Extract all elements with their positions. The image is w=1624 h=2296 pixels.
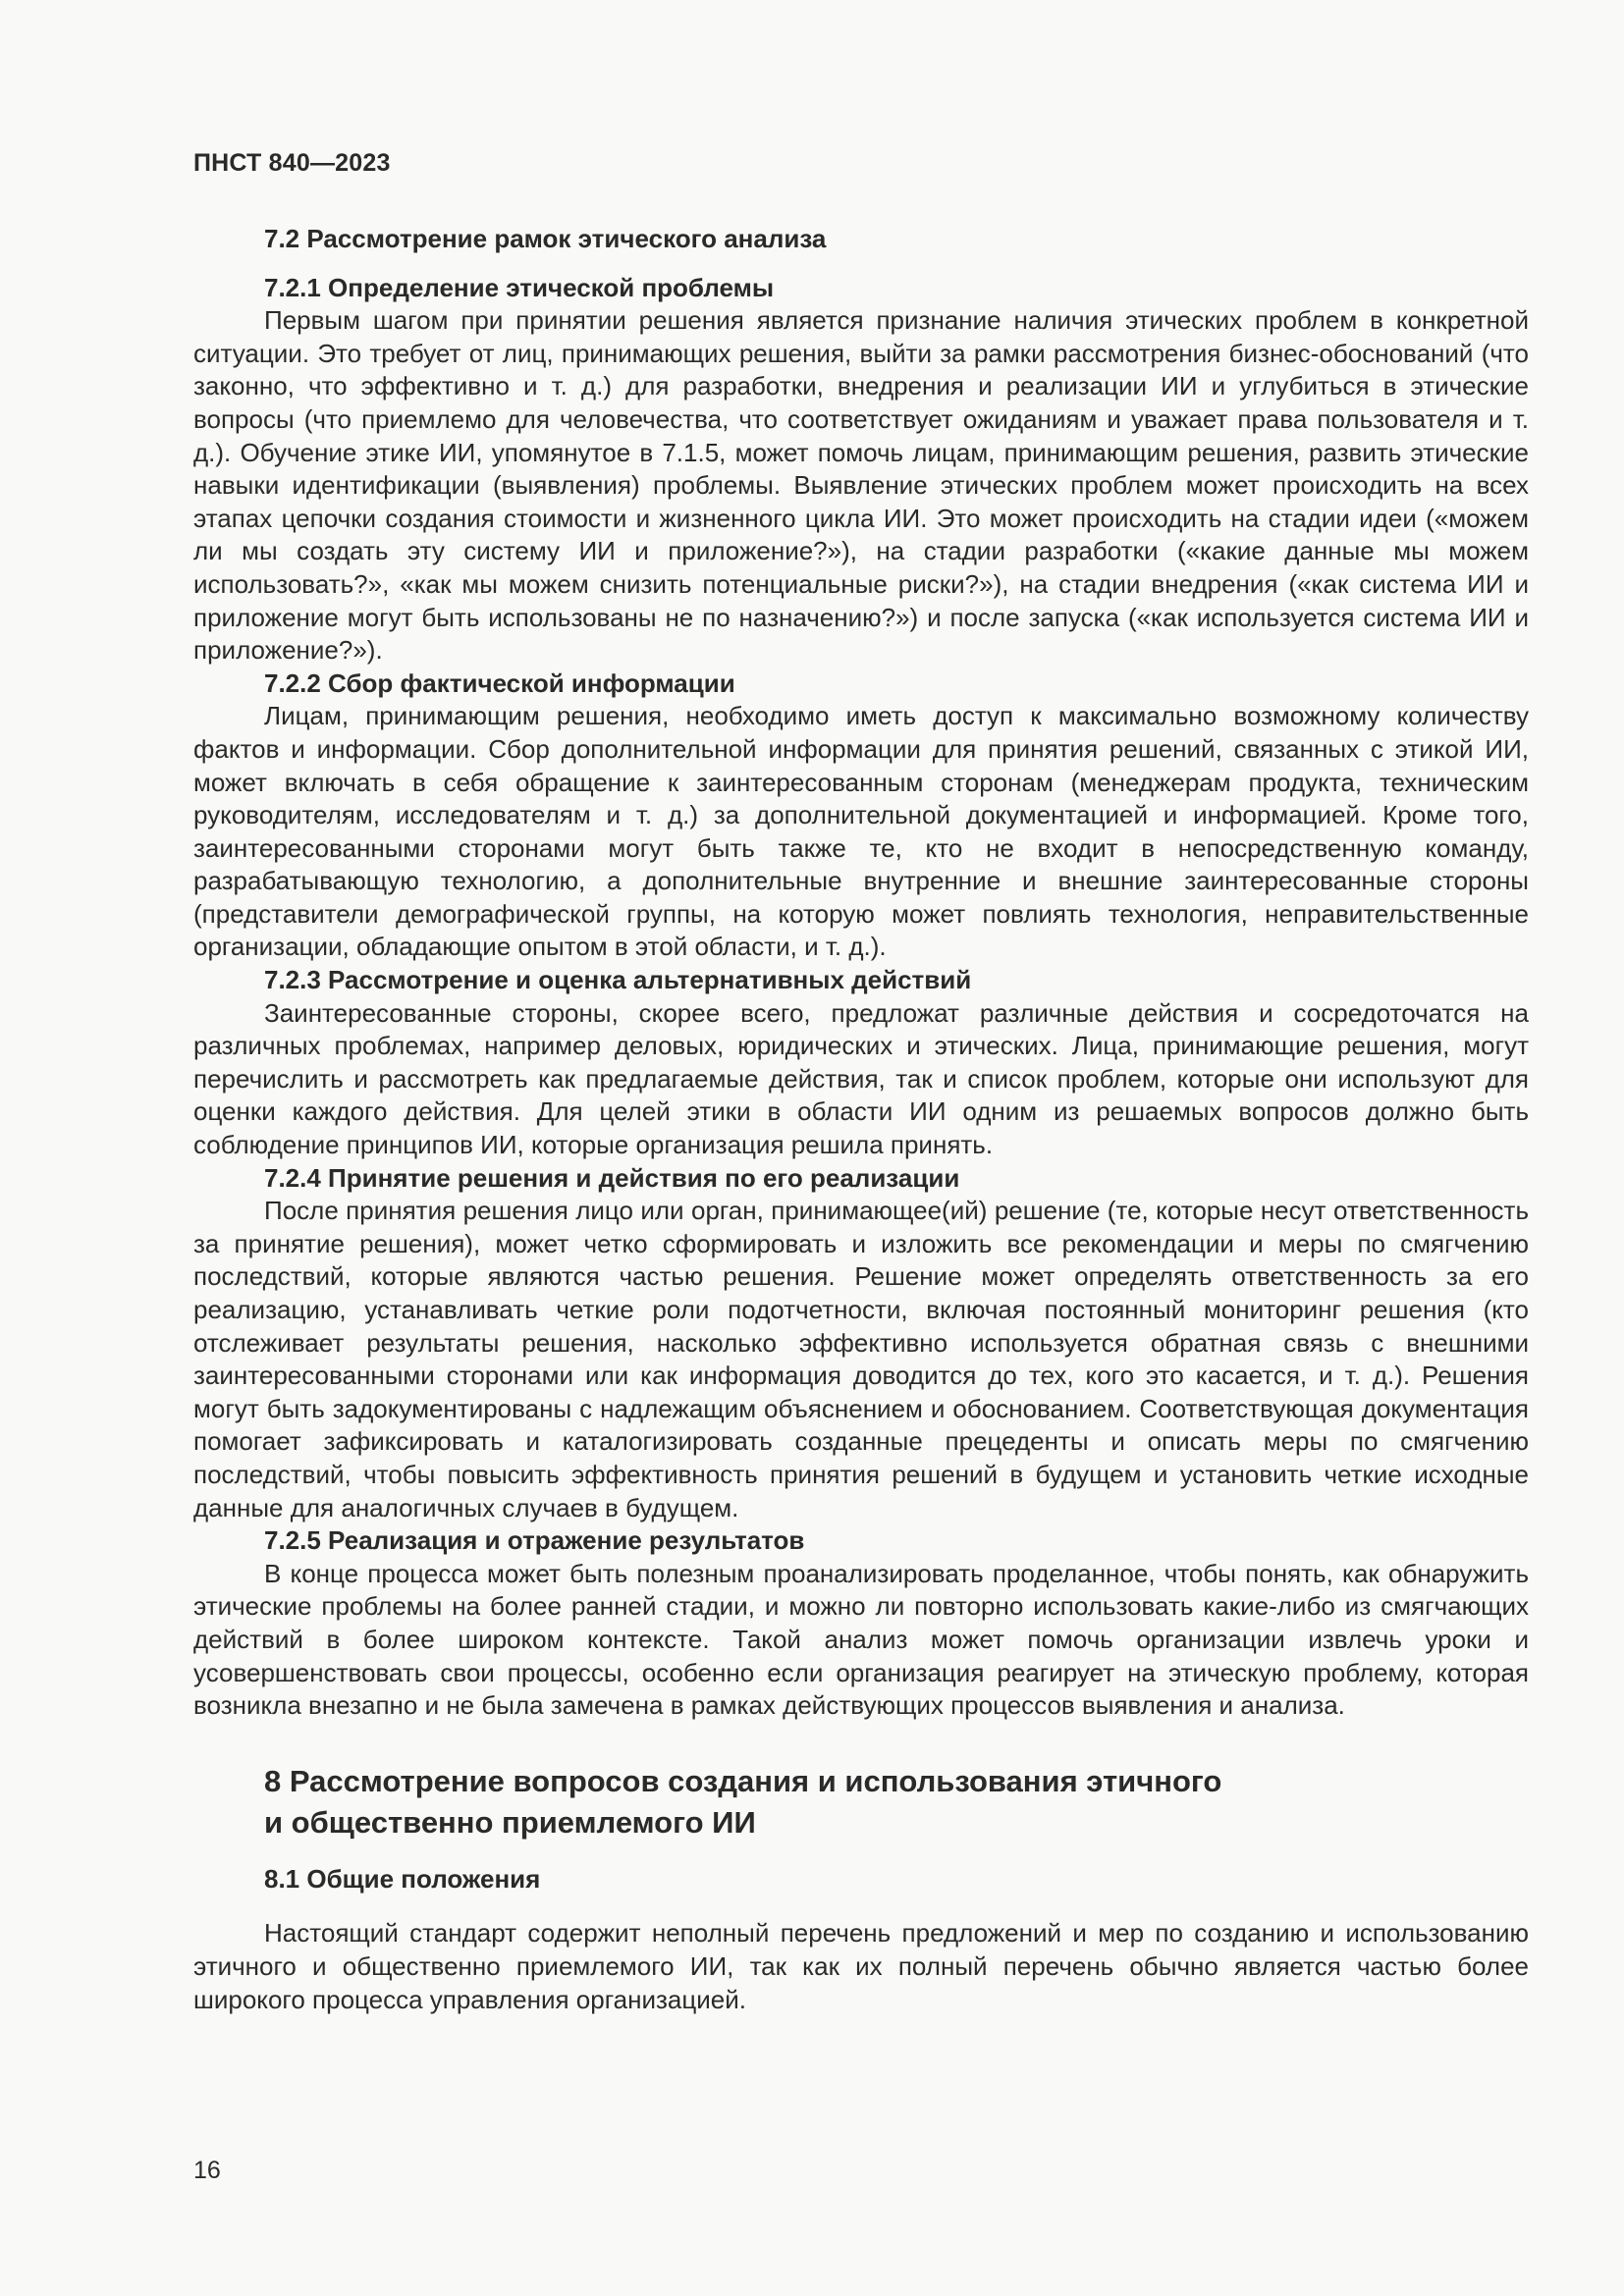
heading-7-2-4: 7.2.4 Принятие решения и действия по его реализации (264, 1162, 960, 1193)
heading-8-1: 8.1 Общие положения (264, 1863, 541, 1894)
heading-7-2-1: 7.2.1 Определение этической проблемы (264, 272, 775, 302)
paragraph-7-2-5: В конце процесса может быть полезным проанализировать проделанное, чтобы понять, как обнаружить этические проблемы на более ранней стадии, и можно ли повторно использовать какие-либо из смягчающих действий в более широком контексте. Такой анализ может помочь организации извлечь уроки и усовершенствовать свои процессы, особенно если организация реагирует на этическую проблему, которая возникла внезапно и не была замечена в рамках действующих процессов выявления и анализа. (193, 1558, 1529, 1721)
page-content (193, 223, 1529, 2016)
heading-7-2-3: 7.2.3 Рассмотрение и оценка альтернативных действий (264, 965, 972, 995)
paragraph-7-2-2: Лицам, принимающим решения, необходимо иметь доступ к максимально возможному количеству фактов и информации. Сбор дополнительной информации для принятия решений, связанных с этикой ИИ, может включать в себя обращение к заинтересованным сторонам (менеджерам продукта, техническим руководителям, исследователям и т. д.) за дополнительной документацией и информацией. Кроме того, заинтересованными сторонами могут быть также те, кто не входит в непосредственную команду, разрабатывающую технологию, а дополнительные внутренние и внешние заинтересованные стороны (представители демографической группы, на которую может повлиять технология, неправительственные организации, обладающие опытом в этой области, и т. д.). (193, 701, 1529, 962)
heading-8 (193, 1761, 1529, 1843)
heading-8-line-1: 8 Рассмотрение вопросов создания и использования этичного (264, 1763, 1222, 1798)
heading-7-2-2: 7.2.2 Сбор фактической информации (264, 667, 735, 698)
page-number: 16 (193, 2157, 221, 2184)
paragraph-7-2-4: После принятия решения лицо или орган, принимающее(ий) решение (те, которые несут ответственность за принятие решения), может четко сформировать и изложить все рекомендации и меры по смягчению последствий, которые являются частью решения. Решение может определять ответственность за его реализацию, устанавливать четкие роли подотчетности, включая постоянный мониторинг решения (кто отслеживает результаты решения, насколько эффективно используется обратная связь с внешними заинтересованными сторонами или как информация доводится до тех, кого это касается, и т. д.). Решения могут быть задокументированы с надлежащим объяснением и обоснованием. Соответствующая документация помогает зафиксировать и каталогизировать созданные прецеденты и описать меры по смягчению последствий, чтобы повысить эффективность принятия решений в будущем и установить четкие исходные данные для аналогичных случаев в будущем. (193, 1196, 1529, 1522)
heading-8-line-2: и общественно приемлемого ИИ (264, 1804, 756, 1840)
heading-7-2-5: 7.2.5 Реализация и отражение результатов (264, 1525, 805, 1556)
paragraph-7-2-3: Заинтересованные стороны, скорее всего, предложат различные действия и сосредоточатся на различных проблемах, например деловых, юридических и этических. Лица, принимающие решения, могут перечислить и рассмотреть как предлагаемые действия, так и список проблем, которые они используют для оценки каждого действия. Для целей этики в области ИИ одним из решаемых вопросов должно быть соблюдение принципов ИИ, которые организация решила принять. (193, 997, 1529, 1160)
document-id: ПНСТ 840—2023 (193, 149, 391, 177)
paragraph-8-1: Настоящий стандарт содержит неполный перечень предложений и мер по созданию и использованию этичного и общественно приемлемого ИИ, так как их полный перечень обычно является частью более широкого процесса управления организацией. (193, 1918, 1529, 2014)
paragraph-7-2-1: Первым шагом при принятии решения является признание наличия этических проблем в конкретной ситуации. Это требует от лиц, принимающих решения, выйти за рамки рассмотрения бизнес-обоснований (что законно, что эффективно и т. д.) для разработки, внедрения и реализации ИИ и углубиться в этические вопросы (что приемлемо для человечества, что соответствует ожиданиям и уважает права пользователя и т. д.). Обучение этике ИИ, упомянутое в 7.1.5, может помочь лицам, принимающим решения, развить этические навыки идентификации (выявления) проблемы. Выявление этических проблем может происходить на всех этапах цепочки создания стоимости и жизненного цикла ИИ. Это может происходить на стадии идеи («можем ли мы создать эту систему ИИ и приложение?»), на стадии разработки («какие данные мы можем использовать?», «как мы можем снизить потенциальные риски?»), на стадии внедрения («как система ИИ и приложение могут быть использованы не по назначению?») и после запуска («как используется система ИИ и приложение?»). (193, 305, 1529, 666)
heading-7-2: 7.2 Рассмотрение рамок этического анализа (264, 224, 827, 253)
